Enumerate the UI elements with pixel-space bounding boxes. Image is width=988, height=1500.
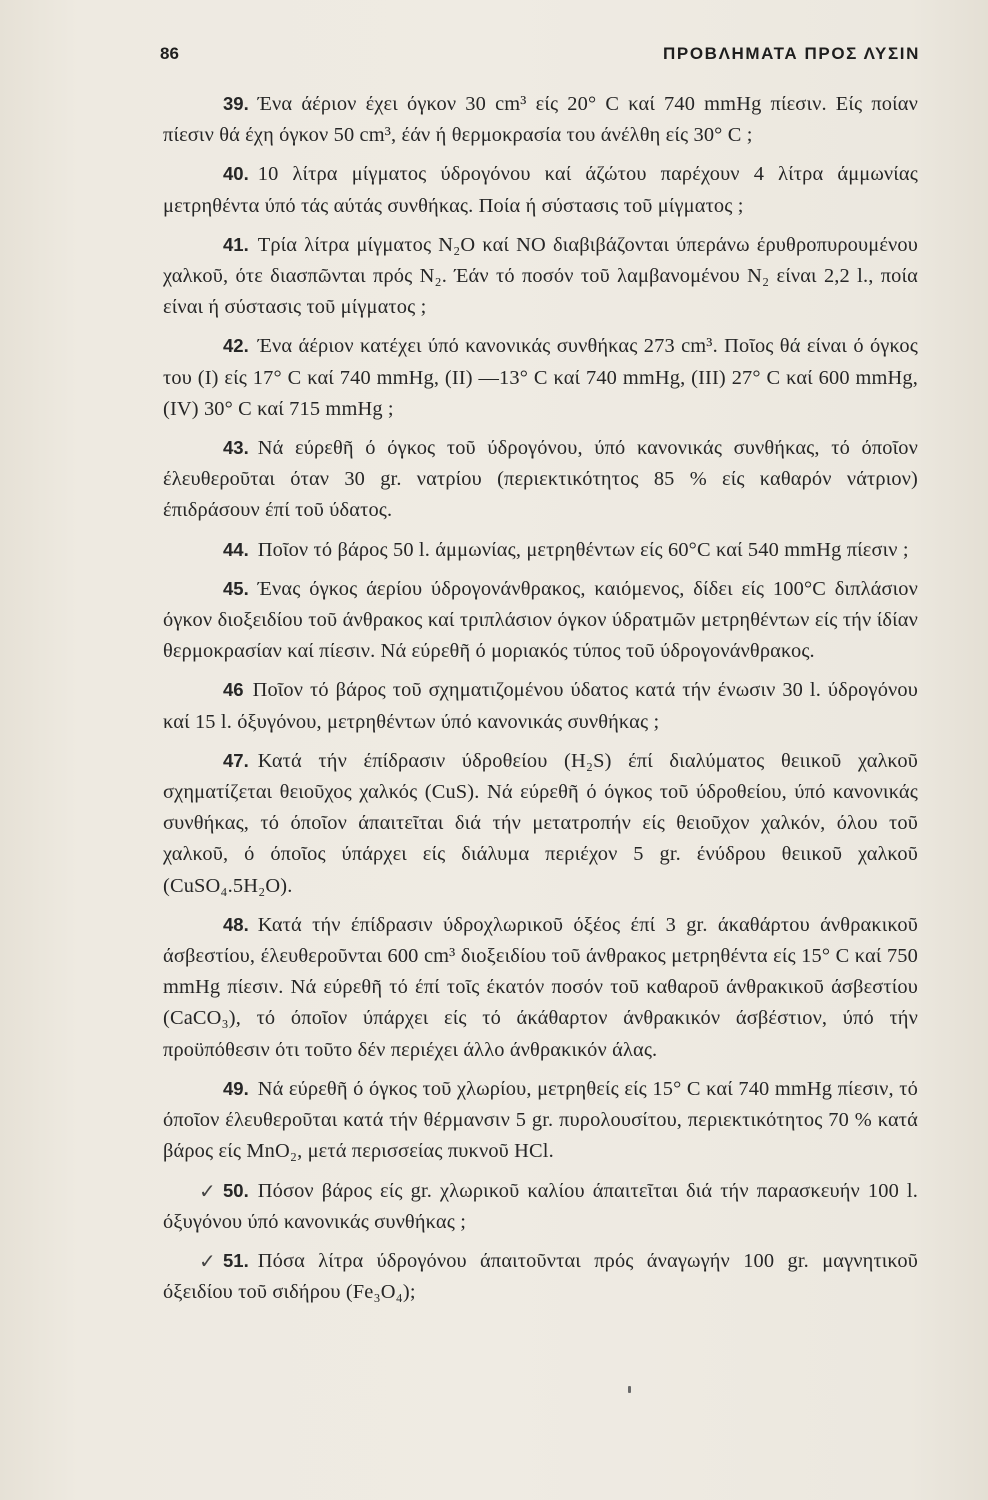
problem-number: 45. [223,577,249,599]
problem-text: Τρία λίτρα μίγματος N₂O καί NO διαβιβάζονται ύπεράνω έρυθροπυρουμένου χαλκοῦ, ότε διασπῶνται πρός N₂. Έάν τό ποσόν τοῦ λαμβανομένου N₂ είναι 2,2 l., ποία είναι ή σύστασις τοῦ μίγματος ; [163,233,918,319]
problem-text: Ένας όγκος άερίου ύδρογονάνθρακος, καιόμενος, δίδει είς 100°C διπλάσιον όγκον διοξειδίου τοῦ άνθρακος καί τριπλάσιον όγκον ύδρατμῶν μετρηθέντων είς τήν ίδίαν θερμοκρασίαν καί πίεσιν. Νά εύρεθῆ ό μοριακός τύπος τοῦ ύδρογονάνθρακος. [163,577,918,663]
problem-43 [163,432,918,527]
problem-text: Ένα άέριον έχει όγκον 30 cm³ είς 20° C καί 740 mmHg πίεσιν. Είς ποίαν πίεσιν θά έχη όγκον 50 cm³, έάν ή θερμοκρασία του άνέλθη είς 30° C ; [163,93,918,147]
problem-number: 43. [223,437,249,459]
problem-text: Ποῖον τό βάρος τοῦ σχηματιζομένου ύδατος κατά τήν ένωσιν 30 l. ύδρογόνου καί 15 l. όξυγόνου, μετρηθέντων ύπό κανονικάς συνθήκας ; [163,679,918,733]
problem-number: 51. [223,1249,249,1271]
problem-40 [163,158,918,221]
page-number: 86 [160,44,179,63]
running-head: ΠΡΟΒΛΗΜΑΤΑ ΠΡΟΣ ΛΥΣΙΝ [663,44,920,63]
problem-number: 47. [223,749,249,771]
problem-text: 10 λίτρα μίγματος ύδρογόνου καί άζώτου παρέχουν 4 λίτρα άμμωνίας μετρηθέντα ύπό τάς αύτάς συνθήκας. Ποία ή σύστασις τοῦ μίγματος ; [163,163,918,217]
problem-46 [163,674,918,737]
problem-text: Κατά τήν έπίδρασιν ύδροθείου (H₂S) έπί διαλύματος θειικοῦ χαλκοῦ σχηματίζεται θειοῦχος χαλκός (CuS). Νά εύρεθῆ ό όγκος τοῦ ύδροθείου, ύπό κανονικάς συνθήκας, τό όποῖον άπαιτεῖται διά τήν μετατροπήν είς θειοῦχον χαλκόν, όλου τοῦ χαλκοῦ, ό όποῖος ύπάρχει είς διάλυμα περιέχον 5 gr. ένύδρου θειικοῦ χαλκοῦ (CuSO₄.5H₂O). [163,749,918,897]
problem-number: 44. [223,538,249,560]
problem-text: Ποῖον τό βάρος 50 l. άμμωνίας, μετρηθέντων είς 60°C καί 540 mmHg πίεσιν ; [257,538,909,561]
problem-42 [163,330,918,425]
problem-list [163,88,918,1315]
problem-number: 41. [223,233,249,255]
problem-44 [163,534,918,566]
problem-number: 40. [223,163,249,185]
problem-51 [163,1245,918,1308]
problem-number: 42. [223,335,249,357]
ink-speck [628,1386,631,1393]
problem-number: 49. [223,1077,249,1099]
checkmark-icon: ✓ [199,1178,216,1203]
checkmark-icon: ✓ [199,1248,216,1273]
problem-text: Πόσα λίτρα ύδρογόνου άπαιτοῦνται πρός άναγωγήν 100 gr. μαγνητικοῦ όξειδίου τοῦ σιδήρου (Fe₃O₄); [163,1249,918,1304]
problem-text: Νά εύρεθῆ ό όγκος τοῦ ύδρογόνου, ύπό κανονικάς συνθήκας, τό όποῖον έλευθεροῦται όταν 30 gr. νατρίου (περιεκτικότητος 85 % είς καθαρόν νάτριον) έπιδράσουν έπί τοῦ ύδατος. [163,437,918,522]
problem-text: Ένα άέριον κατέχει ύπό κανονικάς συνθήκας 273 cm³. Ποῖος θά είναι ό όγκος του (I) είς 17° C καί 740 mmHg, (II) —13° C καί 740 mmHg, (III) 27° C καί 600 mmHg, (IV) 30° C καί 715 mmHg ; [163,335,918,420]
problem-number: 50. [223,1179,249,1201]
problem-48 [163,909,918,1066]
problem-text: Νά εύρεθῆ ό όγκος τοῦ χλωρίου, μετρηθείς είς 15° C καί 740 mmHg πίεσιν, τό όποῖον έλευθεροῦται κατά τήν θέρμανσιν 5 gr. πυρολουσίτου, περιεκτικότητος 70 % κατά βάρος είς MnO₂, μετά περισσείας πυκνοῦ HCl. [163,1077,918,1163]
problem-text: Πόσον βάρος είς gr. χλωρικοῦ καλίου άπαιτεῖται διά τήν παρασκευήν 100 l. όξυγόνου ύπό κανονικάς συνθήκας ; [163,1179,918,1233]
problem-45 [163,573,918,668]
problem-number: 46 [223,679,244,701]
problem-49 [163,1073,918,1168]
problem-50 [163,1175,918,1238]
problem-text: Κατά τήν έπίδρασιν ύδροχλωρικοῦ όξέος έπί 3 gr. άκαθάρτου άνθρακικοῦ άσβεστίου, έλευθεροῦνται 600 cm³ διοξειδίου τοῦ άνθρακος μετρηθέντα είς 15° C καί 750 mmHg πίεσιν. Νά εύρεθῆ τό έπί τοῖς έκατόν ποσόν τοῦ καθαροῦ άνθρακικοῦ άσβεστίου (CaCO₃), τό όποῖον ύπάρχει είς τό άκάθαρτον άνθρακικόν άσβέστιον, ύπό τήν προϋπόθεσιν ότι τοῦτο δέν περιέχει άλλο άνθρακικόν άλας. [163,913,918,1061]
problem-47 [163,745,918,902]
page-header [160,40,920,70]
problem-number: 48. [223,913,249,935]
problem-39 [163,88,918,151]
problem-41 [163,229,918,324]
problem-number: 39. [223,93,249,114]
